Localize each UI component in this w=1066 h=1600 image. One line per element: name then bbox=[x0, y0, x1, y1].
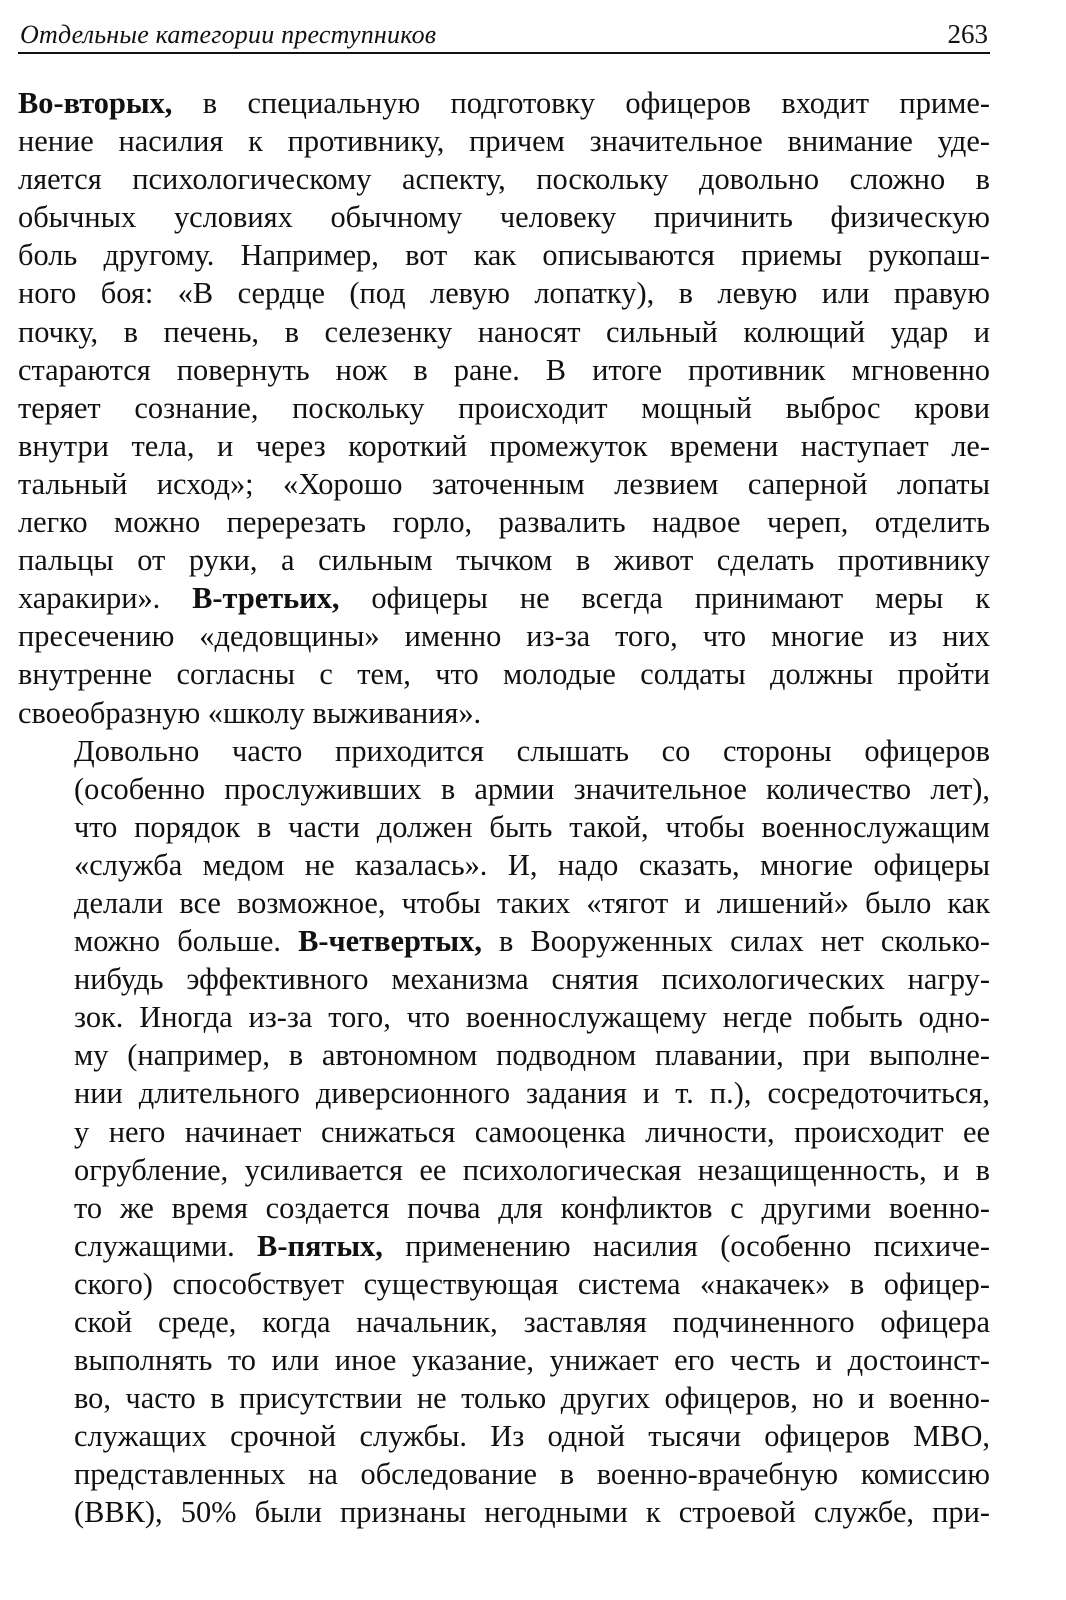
text-line: служащими. В-пятых, применению насилия (особенно психиче- bbox=[74, 1228, 990, 1263]
text-line: своеобразную «школу выживания». bbox=[18, 695, 482, 730]
text-line: обычных условиях обычному человеку причинить физическую bbox=[18, 200, 990, 235]
body-text bbox=[18, 84, 990, 1532]
text-line: у него начинает снижаться самооценка личности, происходит ее bbox=[74, 1114, 990, 1149]
emphasis-fourthly: В-четвертых, bbox=[298, 924, 482, 959]
text-line: ляется психологическому аспекту, поскольку довольно сложно в bbox=[18, 162, 990, 197]
text-line: нение насилия к противнику, причем значительное внимание уде- bbox=[18, 124, 990, 159]
text-line: нии длительного диверсионного задания и т. п.), сосредоточиться, bbox=[74, 1076, 990, 1111]
text-line: Во-вторых, в специальную подготовку офицеров входит приме- bbox=[18, 86, 990, 120]
text-line: (ВВК), 50% были признаны негодными к строевой службе, при- bbox=[74, 1495, 990, 1530]
text-line: огрубление, усиливается ее психологическая незащищенность, и в bbox=[74, 1152, 990, 1187]
text-line: выполнять то или иное указание, унижает его честь и достоинст- bbox=[74, 1343, 990, 1378]
text-line: (особенно прослуживших в армии значительное количество лет), bbox=[74, 771, 990, 806]
emphasis-thirdly: В-третьих, bbox=[192, 581, 340, 616]
book-page bbox=[18, 14, 990, 1584]
running-title: Отдельные категории преступников bbox=[20, 20, 437, 49]
text-line: «служба медом не казалась». И, надо сказать, многие офицеры bbox=[74, 847, 990, 882]
text-line: стараются повернуть нож в ране. В итоге противник мгновенно bbox=[18, 352, 990, 387]
text-line: можно больше. В-четвертых, в Вооруженных силах нет сколько- bbox=[74, 924, 990, 959]
text-line: харакири». В-третьих, офицеры не всегда принимают меры к bbox=[18, 581, 990, 616]
text-line: представленных на обследование в военно-врачебную комиссию bbox=[74, 1457, 990, 1492]
emphasis-fifthly: В-пятых, bbox=[257, 1228, 383, 1263]
text-line: служащих срочной службы. Из одной тысячи офицеров МВО, bbox=[74, 1419, 990, 1454]
text-line: нибудь эффективного механизма снятия психологических нагру- bbox=[74, 962, 990, 997]
text-line: тальный исход»; «Хорошо заточенным лезвием саперной лопаты bbox=[18, 466, 990, 501]
text-line: делали все возможное, чтобы таких «тягот и лишений» было как bbox=[74, 885, 990, 920]
text-line: Довольно часто приходится слышать со стороны офицеров bbox=[74, 733, 990, 768]
text-line: внутри тела, и через короткий промежуток времени наступает ле- bbox=[18, 428, 990, 463]
text-line: легко можно перерезать горло, развалить надвое череп, отделить bbox=[18, 505, 990, 540]
running-header bbox=[18, 14, 990, 54]
text-line: ного боя: «В сердце (под левую лопатку), в левую или правую bbox=[18, 276, 990, 311]
text-line: пресечению «дедовщины» именно из-за того, что многие из них bbox=[18, 619, 990, 654]
paragraph-1 bbox=[18, 84, 990, 732]
text-line: то же время создается почва для конфликтов с другими военно- bbox=[74, 1190, 990, 1225]
emphasis-secondly: Во-вторых, bbox=[18, 86, 173, 120]
text-line: зок. Иногда из-за того, что военнослужащему негде побыть одно- bbox=[74, 1000, 990, 1035]
text-line: теряет сознание, поскольку происходит мощный выброс крови bbox=[18, 390, 990, 425]
text-line: почку, в печень, в селезенку наносят сильный колющий удар и bbox=[18, 314, 990, 349]
text-line: му (например, в автономном подводном плавании, при выполне- bbox=[74, 1038, 990, 1073]
page-number: 263 bbox=[947, 19, 988, 49]
text-line: что порядок в части должен быть такой, чтобы военнослужащим bbox=[74, 809, 990, 844]
paragraph-2 bbox=[18, 732, 990, 1532]
text-line: внутренне согласны с тем, что молодые солдаты должны пройти bbox=[18, 657, 990, 692]
text-line: ского) способствует существующая система «накачек» в офицер- bbox=[74, 1266, 990, 1301]
text-line: во, часто в присутствии не только других офицеров, но и военно- bbox=[74, 1381, 990, 1416]
text-line: ской среде, когда начальник, заставляя подчиненного офицера bbox=[74, 1305, 990, 1339]
text-line: пальцы от руки, а сильным тычком в живот сделать противнику bbox=[18, 543, 990, 578]
text-line: боль другому. Например, вот как описываются приемы рукопаш- bbox=[18, 238, 990, 273]
